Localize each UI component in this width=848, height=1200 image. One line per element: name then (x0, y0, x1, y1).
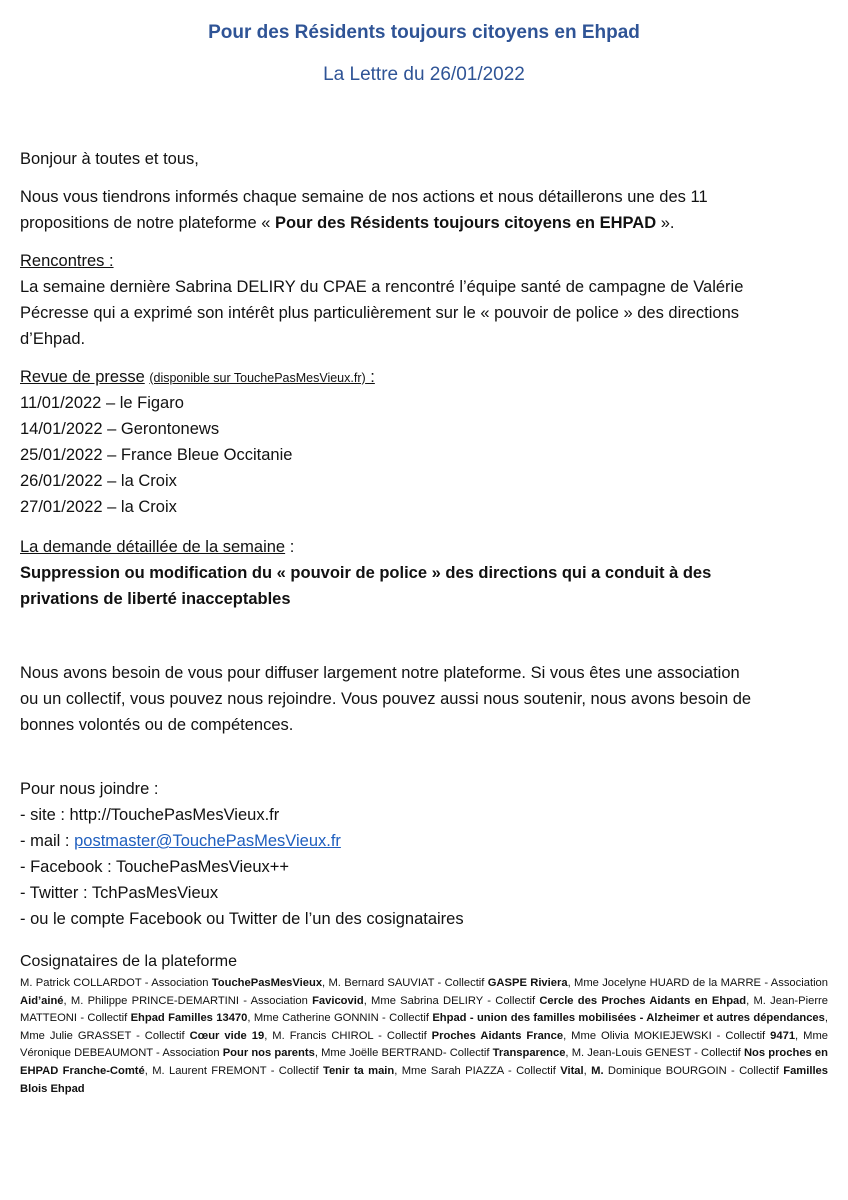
cosignatory-text: , Mme Jocelyne HUARD de la MARRE - Association (567, 977, 828, 989)
cosignatory-organization: Aid’ainé (20, 994, 64, 1007)
contact-mail-prefix: - mail : (20, 832, 75, 850)
cosignatory-text: Dominique BOURGOIN - Collectif (603, 1064, 784, 1077)
meetings-line: La semaine dernière Sabrina DELIRY du CPAE a rencontré l’équipe santé de campagne de Valérie (20, 278, 744, 296)
cosignatory-text: , M. Bernard SAUVIAT - Collectif (322, 977, 488, 989)
intro-line-1: Nous vous tiendrons informés chaque semaine de nos actions et nous détaillerons une des 11 (20, 188, 708, 206)
press-item: 27/01/2022 – la Croix (20, 498, 177, 516)
weekly-request-label: La demande détaillée de la semaine (20, 538, 286, 556)
cosignatory-text: , M. Laurent FREMONT - Collectif (144, 1064, 323, 1077)
intro-text: propositions de notre plateforme « (20, 214, 275, 232)
cosignatory-text: , Mme Joëlle BERTRAND- Collectif (314, 1047, 493, 1060)
meetings-line: d’Ehpad. (20, 330, 86, 348)
cosignatory-organization: Proches Aidants France (431, 1029, 564, 1042)
press-heading (20, 364, 828, 391)
meetings-heading: Rencontres : (20, 252, 114, 270)
cosignatory-text: , (583, 1064, 592, 1077)
cosignatory-text: , M. Francis CHIROL - Collectif (264, 1029, 432, 1042)
appeal-line: ou un collectif, vous pouvez nous rejoindre. Vous pouvez aussi nous soutenir, nous avons besoin de (20, 690, 752, 708)
appeal-line: bonnes volontés ou de compétences. (20, 716, 294, 734)
cosignatories-heading: Cosignataires de la plateforme (20, 953, 238, 970)
cosignatory-organization: Cœur vide 19 (189, 1029, 265, 1042)
greeting: Bonjour à toutes et tous, (20, 150, 199, 168)
contact-site: - site : http://TouchePasMesVieux.fr (20, 806, 280, 824)
press-heading-label: Revue de presse (20, 368, 145, 386)
cosignatory-text: M. Patrick COLLARDOT - Association (20, 977, 212, 989)
appeal-line: Nous avons besoin de vous pour diffuser largement notre plateforme. Si vous êtes une association (20, 664, 740, 682)
press-item: 11/01/2022 – le Figaro (20, 394, 184, 412)
press-item: 14/01/2022 – Gerontonews (20, 420, 220, 438)
cosignatory-text: , Mme Véronique DEBEAUMONT - Association (20, 1029, 828, 1060)
cosignatory-text: , Mme Julie GRASSET - Collectif (20, 1012, 828, 1042)
press-item: 25/01/2022 – France Bleue Occitanie (20, 446, 293, 464)
contact-other: - ou le compte Facebook ou Twitter de l’un des cosignataires (20, 910, 464, 928)
intro-text-end: ». (656, 214, 675, 232)
platform-name: Pour des Résidents toujours citoyens en EHPAD (275, 214, 657, 232)
weekly-request-text: Suppression ou modification du « pouvoir de police » des directions qui a conduit à des (20, 564, 712, 582)
contact-mail-link[interactable]: postmaster@TouchePasMesVieux.fr (74, 832, 341, 850)
weekly-request-colon: : (285, 538, 295, 556)
cosignatory-organization: Familles Blois Ehpad (20, 1064, 829, 1095)
cosignatory-organization: 9471 (770, 1029, 796, 1042)
weekly-request-text: privations de liberté inacceptables (20, 590, 291, 608)
cosignatory-organization: Cercle des Proches Aidants en Ehpad (539, 994, 747, 1007)
contact-mail (20, 828, 828, 854)
cosignatory-organization: TouchePasMesVieux (211, 977, 323, 989)
cosignatory-text: , Mme Olivia MOKIEJEWSKI - Collectif (563, 1029, 771, 1042)
cosignatory-organization: Pour nos parents (222, 1047, 315, 1060)
cosignatory-organization: M. (591, 1064, 604, 1077)
contact-facebook: - Facebook : TouchePasMesVieux++ (20, 858, 290, 876)
cosignatory-text: , M. Jean-Pierre MATTEONI - Collectif (20, 994, 828, 1025)
intro-line-2 (20, 210, 828, 236)
cosignatory-organization: Favicovid (312, 994, 364, 1007)
cosignatories-list (20, 975, 828, 1098)
cosignatory-organization: Ehpad - union des familles mobilisées - Alzheimer et autres dépendances (432, 1012, 825, 1025)
weekly-request-heading (20, 534, 828, 560)
contact-twitter: - Twitter : TchPasMesVieux (20, 884, 219, 902)
cosignatory-organization: Nos proches en EHPAD Franche-Comté (20, 1047, 828, 1077)
letter-date: La Lettre du 26/01/2022 (323, 64, 525, 85)
cosignatory-text: , Mme Catherine GONNIN - Collectif (247, 1012, 433, 1025)
press-heading-colon: : (365, 368, 375, 386)
press-source-note: (disponible sur TouchePasMesVieux.fr) (149, 371, 366, 385)
cosignatory-organization: Vital (560, 1064, 584, 1077)
cosignatory-organization: Tenir ta main (322, 1064, 395, 1077)
contact-heading: Pour nous joindre : (20, 780, 159, 798)
page-title: Pour des Résidents toujours citoyens en Ehpad (208, 22, 640, 43)
press-item: 26/01/2022 – la Croix (20, 472, 177, 490)
cosignatory-organization: Ehpad Familles 13470 (130, 1012, 248, 1025)
cosignatory-text: , Mme Sabrina DELIRY - Collectif (363, 994, 540, 1007)
cosignatory-text: , M. Philippe PRINCE-DEMARTINI - Association (63, 994, 313, 1007)
meetings-line: Pécresse qui a exprimé son intérêt plus particulièrement sur le « pouvoir de police » des directions (20, 304, 740, 322)
cosignatory-text: , Mme Sarah PIAZZA - Collectif (394, 1064, 561, 1077)
cosignatory-organization: GASPE Riviera (487, 977, 568, 989)
cosignatory-text: , M. Jean-Louis GENEST - Collectif (565, 1047, 744, 1060)
cosignatory-organization: Transparence (492, 1047, 566, 1060)
